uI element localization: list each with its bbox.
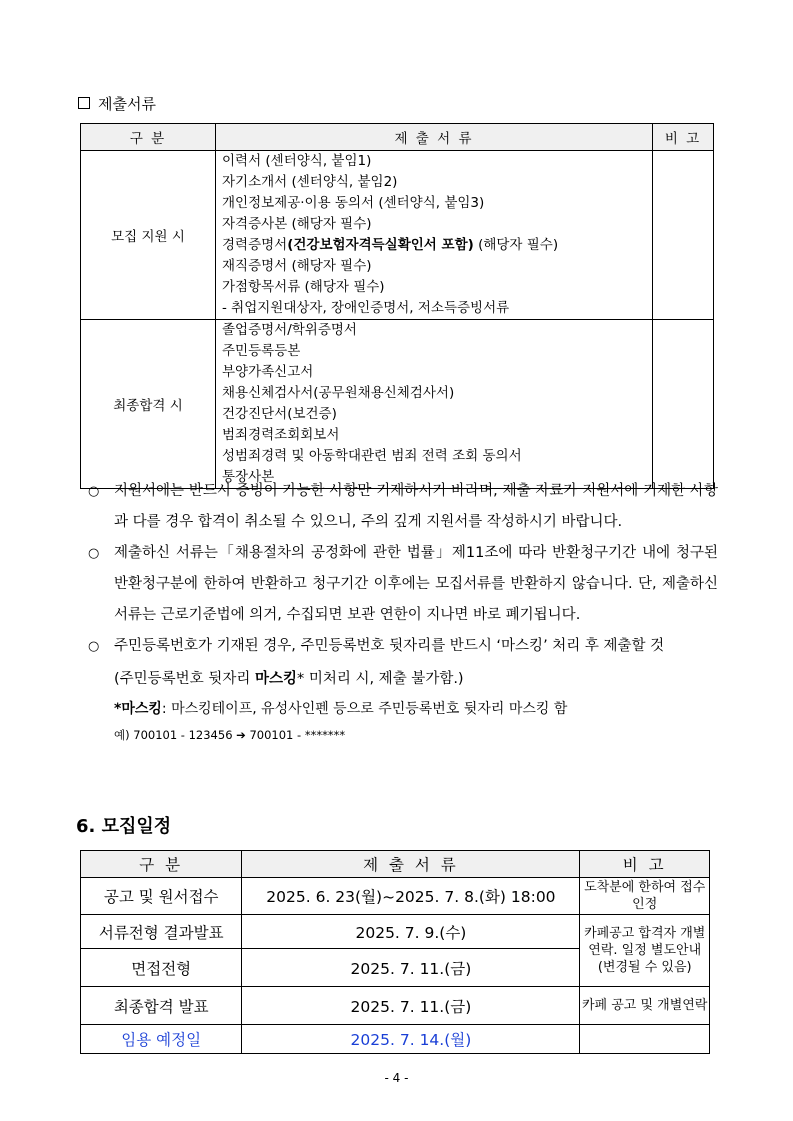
masking-label: *마스킹 <box>114 701 162 717</box>
schedule-table <box>80 850 710 1054</box>
doc-item: 성범죄경력 및 아동학대관련 범죄 전력 조회 동의서 <box>222 448 522 464</box>
circle-bullet-icon: ○ <box>88 546 100 561</box>
doc-item: - 취업지원대상자, 장애인증명서, 저소득증빙서류 <box>222 300 510 316</box>
table-header-row <box>81 124 714 151</box>
documents-cell <box>216 320 653 489</box>
stage-cell-highlight: 임용 예정일 <box>81 1025 242 1054</box>
doc-item: 졸업증명서/학위증명서 <box>222 322 357 338</box>
doc-item: 자격증사본 (해당자 필수) <box>222 216 372 232</box>
header-stage: 구 분 <box>81 851 242 878</box>
doc-item: 재직증명서 (해당자 필수) <box>222 258 372 274</box>
remark-cell-merged: 카페공고 합격자 개별연락. 일정 별도안내 (변경될 수 있음) <box>580 915 710 987</box>
date-cell: 2025. 7. 11.(금) <box>242 987 580 1025</box>
masking-definition <box>88 696 718 722</box>
date-cell: 2025. 7. 11.(금) <box>242 949 580 987</box>
doc-item: 채용신체검사서(공무원채용신체검사서) <box>222 385 455 401</box>
arrow-right-icon: ➔ <box>236 728 246 742</box>
example-before: 예) 700101 - 123456 <box>114 728 233 742</box>
doc-item-career <box>222 235 652 256</box>
stage-cell: 서류전형 결과발표 <box>81 915 242 949</box>
note-item <box>88 476 718 538</box>
header-documents: 제 출 서 류 <box>216 124 653 151</box>
table-row <box>81 878 710 915</box>
page-number: - 4 - <box>384 1071 409 1085</box>
circle-bullet-icon: ○ <box>88 484 100 499</box>
schedule-title: 6. 모집일정 <box>76 816 172 837</box>
doc-item: 이력서 (센터양식, 붙임1) <box>222 153 372 169</box>
header-remark: 비 고 <box>580 851 710 878</box>
table-row <box>81 320 714 489</box>
stage-cell: 면접전형 <box>81 949 242 987</box>
date-cell: 2025. 7. 9.(수) <box>242 915 580 949</box>
subline-suffix: * 미처리 시, 제출 불가함.) <box>296 671 464 687</box>
remark-cell: 카페 공고 및 개별연락 <box>580 987 710 1025</box>
remark-cell: 도착분에 한하여 접수인정 <box>580 878 710 915</box>
date-cell-highlight: 2025. 7. 14.(월) <box>242 1025 580 1054</box>
note-subline <box>88 662 718 696</box>
note-cell <box>653 320 714 489</box>
career-bold: (건강보험자격득실확인서 포함) <box>287 237 474 253</box>
doc-item: 부양가족신고서 <box>222 364 314 380</box>
doc-item: 가점항목서류 (해당자 필수) <box>222 279 385 295</box>
circle-bullet-icon: ○ <box>88 639 100 654</box>
documents-table <box>80 123 714 489</box>
doc-item: 주민등록등본 <box>222 343 301 359</box>
date-cell: 2025. 6. 23(월)~2025. 7. 8.(화) 18:00 <box>242 878 580 915</box>
category-cell: 모집 지원 시 <box>81 151 216 320</box>
doc-item: 개인정보제공·이용 동의서 (센터양식, 붙임3) <box>222 195 485 211</box>
example-after: 700101 - ******* <box>249 728 346 742</box>
doc-item: 건강진단서(보건증) <box>222 406 337 422</box>
doc-item: 범죄경력조회회보서 <box>222 427 340 443</box>
header-category: 구 분 <box>81 124 216 151</box>
doc-item: 통장사본 <box>222 469 275 485</box>
checkbox-square-icon <box>78 97 90 109</box>
career-suffix: (해당자 필수) <box>473 237 559 253</box>
documents-cell <box>216 151 653 320</box>
stage-cell: 최종합격 발표 <box>81 987 242 1025</box>
header-date: 제 출 서 류 <box>242 851 580 878</box>
subline-prefix: (주민등록번호 뒷자리 <box>114 671 255 687</box>
note-item <box>88 631 718 662</box>
doc-item: 자기소개서 (센터양식, 붙임2) <box>222 174 398 190</box>
remark-cell <box>580 1025 710 1054</box>
section-title-text: 제출서류 <box>98 95 156 113</box>
masking-example <box>88 722 718 748</box>
table-header-row <box>81 851 710 878</box>
table-row <box>81 1025 710 1054</box>
note-text: 주민등록번호가 기재된 경우, 주민등록번호 뒷자리를 반드시 ‘마스킹’ 처리 후 제출할 것 <box>114 638 665 654</box>
section-heading <box>78 93 156 114</box>
table-row <box>81 915 710 949</box>
note-text: 지원서에는 반드시 증빙이 가능한 사항만 기재하시기 바라며, 제출 자료가 지원서에 기재한 사항과 다를 경우 합격이 취소될 수 있으니, 주의 깊게 지원서를 작성하시기 바랍니다. <box>114 483 718 530</box>
note-text: 제출하신 서류는「채용절차의 공정화에 관한 법률」제11조에 따라 반환청구기간 내에 청구된 반환청구분에 한하여 반환하고 청구기간 이후에는 모집서류를 반환하지 않습니다. 단, 제출하신 서류는 근로기준법에 의거, 수집되면 보관 연한이 지나면 바로 폐기됩니다. <box>114 545 718 623</box>
header-note: 비 고 <box>653 124 714 151</box>
table-row <box>81 151 714 320</box>
note-item <box>88 538 718 631</box>
category-cell: 최종합격 시 <box>81 320 216 489</box>
table-row <box>81 987 710 1025</box>
notes-list <box>88 476 718 748</box>
masking-text: : 마스킹테이프, 유성사인펜 등으로 주민등록번호 뒷자리 마스킹 함 <box>161 701 568 717</box>
stage-cell: 공고 및 원서접수 <box>81 878 242 915</box>
career-prefix: 경력증명서 <box>222 237 288 253</box>
note-cell <box>653 151 714 320</box>
subline-bold: 마스킹 <box>254 671 297 687</box>
